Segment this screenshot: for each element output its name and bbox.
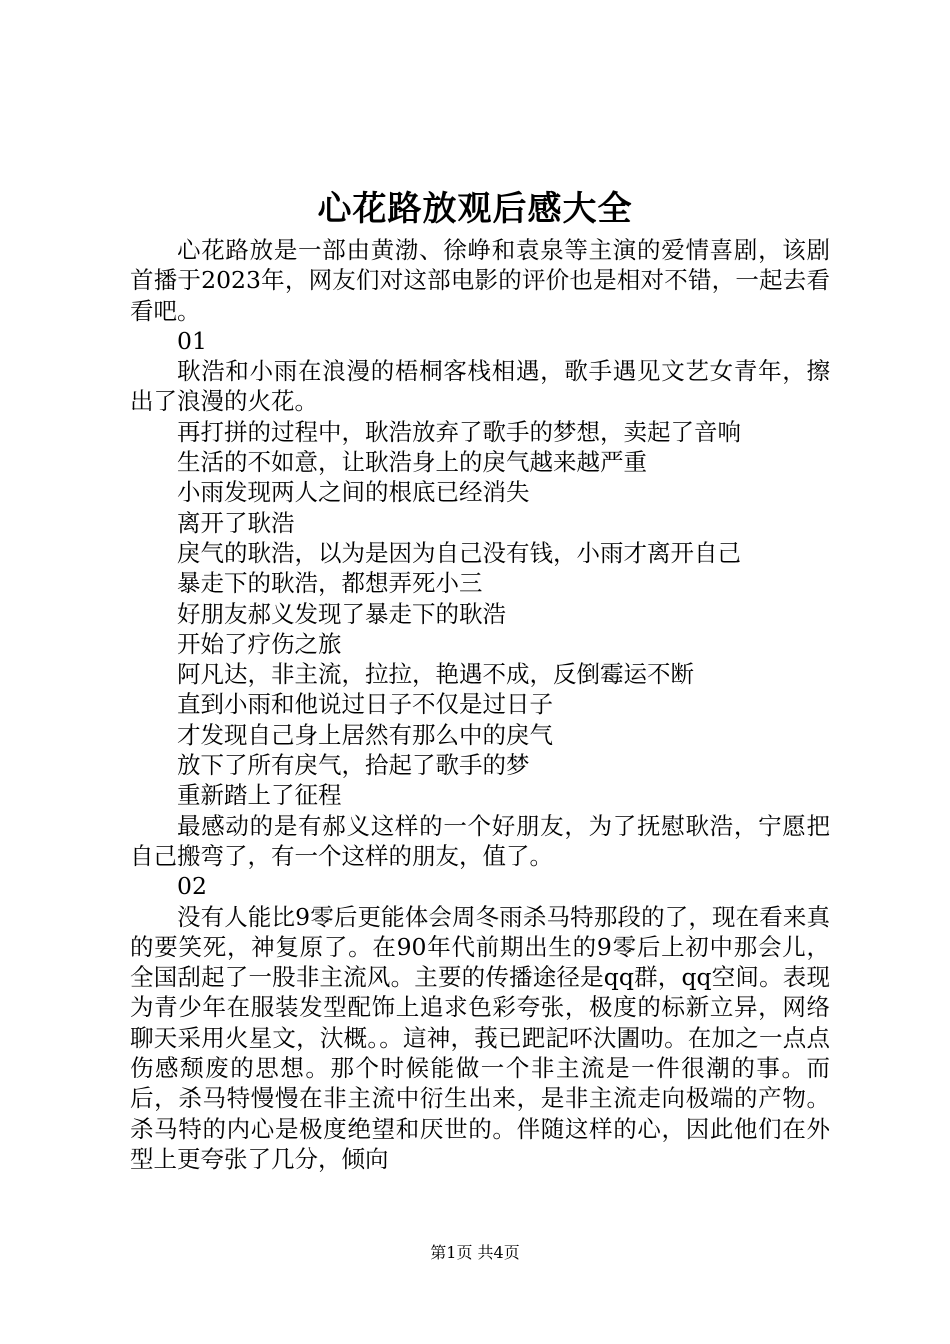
paragraph: 好朋友郝义发现了暴走下的耿浩 — [177, 599, 506, 628]
page-title: 心花路放观后感大全 — [317, 189, 633, 229]
paragraph: 最感动的是有郝义这样的一个好朋友，为了抚慰耿浩，宁愿把自己搬弯了，有一个这样的朋友，值了。 — [130, 811, 830, 870]
paragraph: 没有人能比9零后更能体会周冬雨杀马特那段的了，现在看来真的要笑死，神复原了。在90年代前期出生的9零后上初中那会儿，全国刮起了一股非主流风。主要的传播途径是qq群，qq空间。表现为青少年在服装发型配饰上追求色彩夸张，极度的标新立异，网络聊天采用火星文，汏概。。這神，莪已跁記吥汏圕叻。在加之一点点伤感颓废的思想。那个时候能做一个非主流是一件很潮的事。而后，杀马特慢慢在非主流中衍生出来，是非主流走向极端的产物。杀马特的内心是极度绝望和厌世的。伴随这样的心，因此他们在外型上更夸张了几分，倾向 — [130, 902, 830, 1173]
paragraph: 再打拼的过程中，耿浩放弃了歌手的梦想，卖起了音响 — [177, 417, 741, 446]
document-body — [130, 235, 830, 1174]
paragraph: 阿凡达，非主流，拉拉，艳遇不成，反倒霉运不断 — [177, 660, 694, 689]
paragraph: 放下了所有戾气，拾起了歌手的梦 — [177, 751, 530, 780]
section-number-01: 01 — [177, 326, 207, 355]
paragraph: 重新踏上了征程 — [177, 781, 342, 810]
paragraph: 开始了疗伤之旅 — [177, 629, 342, 658]
paragraph: 才发现自己身上居然有那么中的戾气 — [177, 720, 553, 749]
paragraph: 直到小雨和他说过日子不仅是过日子 — [177, 690, 553, 719]
section-number-02: 02 — [177, 872, 207, 901]
paragraph: 小雨发现两人之间的根底已经消失 — [177, 478, 530, 507]
paragraph: 离开了耿浩 — [177, 508, 295, 537]
paragraph-intro: 心花路放是一部由黄渤、徐峥和袁泉等主演的爱情喜剧，该剧首播于2023年，网友们对这部电影的评价也是相对不错，一起去看看吧。 — [130, 236, 830, 325]
paragraph: 暴走下的耿浩，都想弄死小三 — [177, 569, 483, 598]
page-footer: 第1页 共4页 — [430, 1243, 520, 1262]
paragraph: 耿浩和小雨在浪漫的梧桐客栈相遇，歌手遇见文艺女青年，擦出了浪漫的火花。 — [130, 357, 830, 416]
paragraph: 戾气的耿浩，以为是因为自己没有钱，小雨才离开自己 — [177, 538, 741, 567]
paragraph: 生活的不如意，让耿浩身上的戾气越来越严重 — [177, 448, 647, 477]
